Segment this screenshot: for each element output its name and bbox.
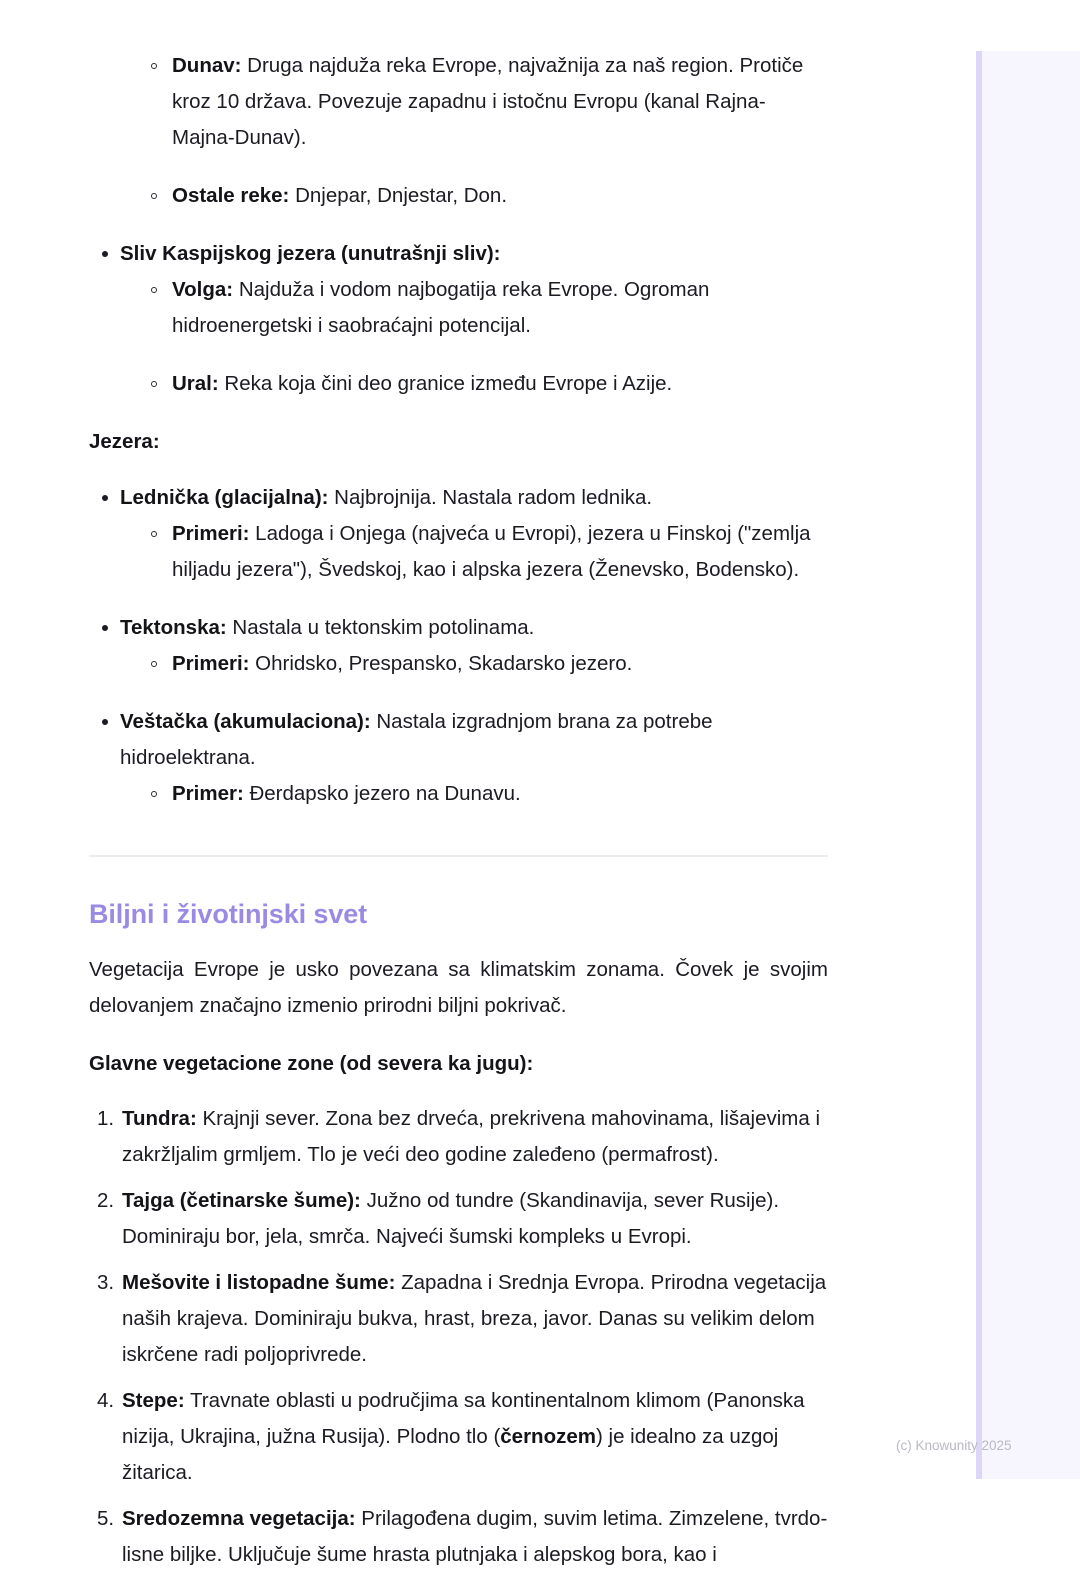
section-divider: [89, 855, 828, 857]
text-mediterranean-vegetation: Prilagođena dugim, suvim letima. Zimzelene, tvrdo-lisne biljke. Uključuje šume hrasta plutnjaka i alepskog bora, kao i: [122, 1507, 828, 1566]
list-number: 4.: [97, 1389, 115, 1412]
ring-bullet-icon: [151, 193, 157, 199]
term-other-rivers: Ostale reke:: [172, 184, 290, 207]
artificial-lakes-sublist: [137, 776, 828, 812]
ring-bullet-icon: [151, 287, 157, 293]
list-number: 2.: [97, 1189, 115, 1212]
list-item-volga: [137, 272, 828, 344]
list-item-glacial-lakes: [89, 480, 828, 588]
text-artificial-lakes: Nastala izgradnjom brana za potrebe hidroelektrana.: [120, 710, 713, 769]
text-tectonic-lakes: Nastala u tektonskim potolinama.: [226, 616, 535, 639]
caspian-basin-sublist: [137, 272, 828, 402]
term-caspian-basin: Sliv Kaspijskog jezera (unutrašnji sliv):: [120, 242, 501, 265]
ring-bullet-icon: [151, 791, 157, 797]
ring-bullet-icon: [151, 63, 157, 69]
lakes-list: [89, 480, 828, 812]
page-title-flora-fauna: Biljni i životinjski svet: [89, 899, 368, 929]
list-number: 1.: [97, 1107, 115, 1130]
text-glacial-examples: Ladoga i Onjega (najveća u Evropi), jezera u Finskoj ("zemlja hiljadu jezera"), Švedskoj, kao i alpska jezera (Ženevsko, Bodensko).: [172, 522, 811, 581]
right-side-panel-stripe: [976, 51, 982, 1479]
term-glacial-examples: Primeri:: [172, 522, 250, 545]
tectonic-lakes-sublist: [137, 646, 828, 682]
text-mixed-deciduous-forests: Zapadna i Srednja Evropa. Prirodna vegetacija naših krajeva. Dominiraju bukva, hrast, breza, javor. Danas su velikim delom iskrčene radi poljoprivrede.: [122, 1271, 827, 1366]
term-mediterranean-vegetation: Sredozemna vegetacija:: [122, 1507, 356, 1530]
list-item-steppes: [89, 1383, 828, 1491]
dot-bullet-icon: [102, 625, 108, 631]
text-glacial-lakes: Najbrojnija. Nastala radom lednika.: [328, 486, 653, 509]
text-steppes-before: Travnate oblasti u područjima sa kontinentalnom klimom (Panonska nizija, Ukrajina, južna Rusija). Plodno tlo (: [122, 1389, 805, 1448]
term-tectonic-lakes: Tektonska:: [120, 616, 227, 639]
list-number: 5.: [97, 1507, 115, 1530]
text-tundra: Krajnji sever. Zona bez drveća, prekrivena mahovinama, lišajevima i zakržljalim grmljem. Tlo je veći deo godine zaleđeno (permafrost).: [122, 1107, 821, 1166]
flora-fauna-intro: Vegetacija Evrope je usko povezana sa klimatskim zonama. Čovek je svojim delovanjem značajno izmenio prirodni biljni pokrivač.: [89, 958, 828, 1017]
term-tectonic-examples: Primeri:: [172, 652, 250, 675]
term-ural: Ural:: [172, 372, 219, 395]
text-danube: Druga najduža reka Evrope, najvažnija za naš region. Protiče kroz 10 država. Povezuje zapadnu i istočnu Evropu (kanal Rajna-Majna-Dunav).: [172, 54, 804, 149]
text-steppes-after: ) je idealno za uzgoj žitarica.: [122, 1425, 779, 1484]
term-artificial-example: Primer:: [172, 782, 244, 805]
list-item-artificial-lakes: [89, 704, 828, 812]
ring-bullet-icon: [151, 531, 157, 537]
list-number: 3.: [97, 1271, 115, 1294]
list-item-artificial-example: [137, 776, 828, 812]
term-mixed-deciduous-forests: Mešovite i listopadne šume:: [122, 1271, 396, 1294]
vegetation-zones-heading: Glavne vegetacione zone (od severa ka jugu):: [89, 1052, 534, 1075]
glacial-lakes-sublist: [137, 516, 828, 588]
lakes-heading: Jezera:: [89, 430, 160, 453]
term-danube: Dunav:: [172, 54, 242, 77]
ring-bullet-icon: [151, 661, 157, 667]
list-item-ural: [137, 366, 828, 402]
text-tectonic-examples: Ohridsko, Prespansko, Skadarsko jezero.: [249, 652, 633, 675]
term-taiga: Tajga (četinarske šume):: [122, 1189, 361, 1212]
vegetation-zones-list: [89, 1101, 828, 1573]
copyright-watermark: (c) Knowunity 2025: [896, 1438, 1012, 1453]
term-steppes: Stepe:: [122, 1389, 185, 1412]
dot-bullet-icon: [102, 495, 108, 501]
term-artificial-lakes: Veštačka (akumulaciona):: [120, 710, 371, 733]
rivers-sublist: [137, 48, 828, 214]
list-item-tectonic-examples: [137, 646, 828, 682]
text-taiga: Južno od tundre (Skandinavija, sever Rusije). Dominiraju bor, jela, smrča. Najveći šumski kompleks u Evropi.: [122, 1189, 780, 1248]
text-ural: Reka koja čini deo granice između Evrope i Azije.: [218, 372, 673, 395]
dot-bullet-icon: [102, 719, 108, 725]
dot-bullet-icon: [102, 251, 108, 257]
text-volga: Najduža i vodom najbogatija reka Evrope. Ogroman hidroenergetski i saobraćajni potencijal.: [172, 278, 710, 337]
list-item-tectonic-lakes: [89, 610, 828, 682]
term-glacial-lakes: Lednička (glacijalna):: [120, 486, 329, 509]
emphasis-chernozem: černozem: [500, 1425, 596, 1448]
text-other-rivers: Dnjepar, Dnjestar, Don.: [289, 184, 508, 207]
list-item-caspian-basin: [89, 236, 828, 402]
list-item-mediterranean-vegetation: [89, 1501, 828, 1573]
list-item-danube: [137, 48, 828, 156]
caspian-basin-list: [89, 236, 828, 402]
term-tundra: Tundra:: [122, 1107, 197, 1130]
term-volga: Volga:: [172, 278, 234, 301]
ring-bullet-icon: [151, 381, 157, 387]
list-item-mixed-deciduous-forests: [89, 1265, 828, 1373]
list-item-tundra: [89, 1101, 828, 1173]
right-side-panel: [976, 51, 1080, 1479]
list-item-taiga: [89, 1183, 828, 1255]
text-artificial-example: Đerdapsko jezero na Dunavu.: [243, 782, 521, 805]
content-body: [89, 0, 828, 1583]
list-item-other-rivers: [137, 178, 828, 214]
list-item-glacial-examples: [137, 516, 828, 588]
